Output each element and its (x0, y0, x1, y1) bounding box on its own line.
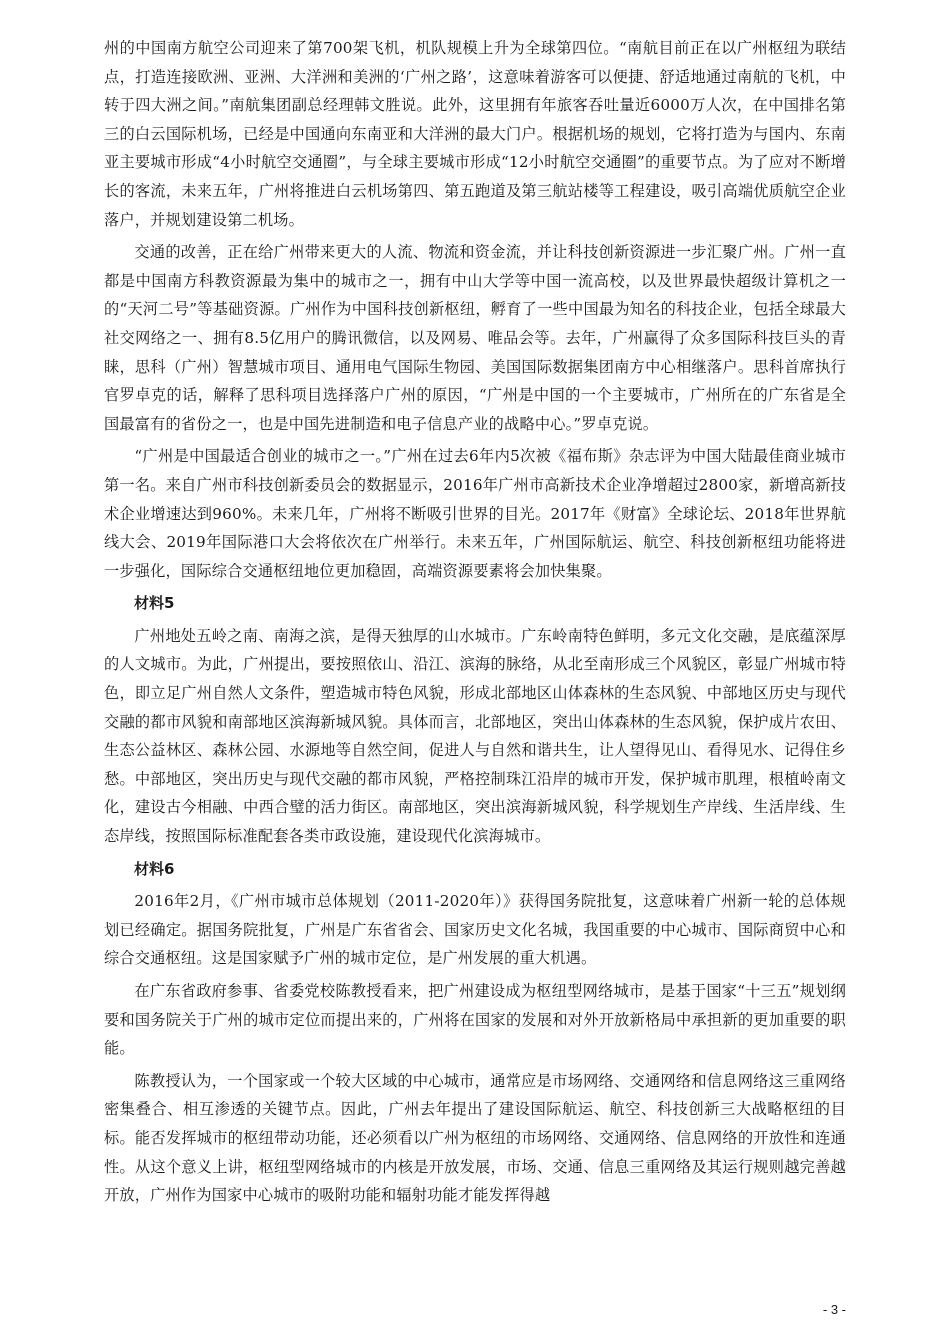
section-heading: 材料6 (134, 859, 175, 878)
paragraph: 州的中国南方航空公司迎来了第700架飞机，机队规模上升为全球第四位。“南航目前正在以广州枢纽为联结点，打造连接欧洲、亚洲、大洋洲和美洲的‘广州之路’，这意味着游客可以便捷、舒适地通过南航的飞机，中转于四大洲之间。”南航集团副总经理韩文胜说。此外，这里拥有年旅客吞吐量近6000万人次，在中国排名第三的白云国际机场，已经是中国通向东南亚和大洋洲的最大门户。根据机场的规划，它将打造为与国内、东南亚主要城市形成“4小时航空交通圈”，与全球主要城市形成“12小时航空交通圈”的重要节点。为了应对不断增长的客流，未来五年，广州将推进白云机场第四、第五跑道及第三航站楼等工程建设，吸引高端优质航空企业落户，并规划建设第二机场。 (104, 39, 846, 229)
section-heading: 材料5 (134, 594, 175, 613)
paragraph: 2016年2月，《广州市城市总体规划（2011-2020年）》获得国务院批复，这意味着广州新一轮的总体规划已经确定。据国务院批复，广州是广东省省会、国家历史文化名城，我国重要的中心城市、国际商贸中心和综合交通枢纽。这是国家赋予广州的城市定位，是广州发展的重大机遇。 (104, 892, 846, 968)
paragraph: 广州地处五岭之南、南海之滨，是得天独厚的山水城市。广东岭南特色鲜明，多元文化交融，是底蕴深厚的人文城市。为此，广州提出，要按照依山、沿江、滨海的脉络，从北至南形成三个风貌区，彰显广州城市特色，即立足广州自然人文条件，塑造城市特色风貌，形成北部地区山体森林的生态风貌、中部地区历史与现代交融的都市风貌和南部地区滨海新城风貌。具体而言，北部地区，突出山体森林的生态风貌，保护成片农田、生态公益林区、森林公园、水源地等自然空间，促进人与自然和谐共生，让人望得见山、看得见水、记得住乡愁。中部地区，突出历史与现代交融的都市风貌，严格控制珠江沿岸的城市开发，保护城市肌理，根植岭南文化，建设古今相融、中西合璧的活力街区。南部地区，突出滨海新城风貌，科学规划生产岸线、生活岸线、生态岸线，按照国际标准配套各类市政设施，建设现代化滨海城市。 (104, 626, 846, 846)
paragraph: “广州是中国最适合创业的城市之一。”广州在过去6年内5次被《福布斯》杂志评为中国大陆最佳商业城市第一名。来自广州市科技创新委员会的数据显示，2016年广州市高新技术企业净增超过2800家，新增高新技术企业增速达到960%。未来几年，广州将不断吸引世界的目光。2017年《财富》全球论坛、2018年世界航线大会、2019年国际港口大会将依次在广州举行。未来五年，广州国际航运、航空、科技创新枢纽功能将进一步强化，国际综合交通枢纽地位更加稳固，高端资源要素将会加快集聚。 (104, 447, 846, 580)
paragraph: 陈教授认为，一个国家或一个较大区域的中心城市，通常应是市场网络、交通网络和信息网络这三重网络密集叠合、相互渗透的关键节点。因此，广州去年提出了建设国际航运、航空、科技创新三大战略枢纽的目标。能否发挥城市的枢纽带动功能，还必须看以广州为枢纽的市场网络、交通网络、信息网络的开放性和连通性。从这个意义上讲，枢纽型网络城市的内核是开放发展，市场、交通、信息三重网络及其运行规则越完善越开放，广州作为国家中心城市的吸附功能和辐射功能才能发挥得越 (104, 1071, 846, 1205)
paragraph: 在广东省政府参事、省委党校陈教授看来，把广州建设成为枢纽型网络城市，是基于国家“十三五”规划纲要和国务院关于广州的城市定位而提出来的，广州将在国家的发展和对外开放新格局中承担新的更加重要的职能。 (104, 982, 846, 1058)
page-number: - 3 - (822, 1302, 846, 1317)
paragraph: 交通的改善，正在给广州带来更大的人流、物流和资金流，并让科技创新资源进一步汇聚广州。广州一直都是中国南方科教资源最为集中的城市之一，拥有中山大学等中国一流高校，以及世界最快超级计算机之一的“天河二号”等基础资源。广州作为中国科技创新枢纽，孵育了一些中国最为知名的科技企业，包括全球最大社交网络之一、拥有8.5亿用户的腾讯微信，以及网易、唯品会等。去年，广州赢得了众多国际科技巨头的青睐，思科（广州）智慧城市项目、通用电气国际生物园、美国国际数据集团南方中心相继落户。思科首席执行官罗卓克的话，解释了思科项目选择落户广州的原因，“广州是中国的一个主要城市，广州所在的广东省是全国最富有的省份之一，也是中国先进制造和电子信息产业的战略中心。”罗卓克说。 (104, 243, 846, 433)
document-body (104, 34, 846, 1214)
